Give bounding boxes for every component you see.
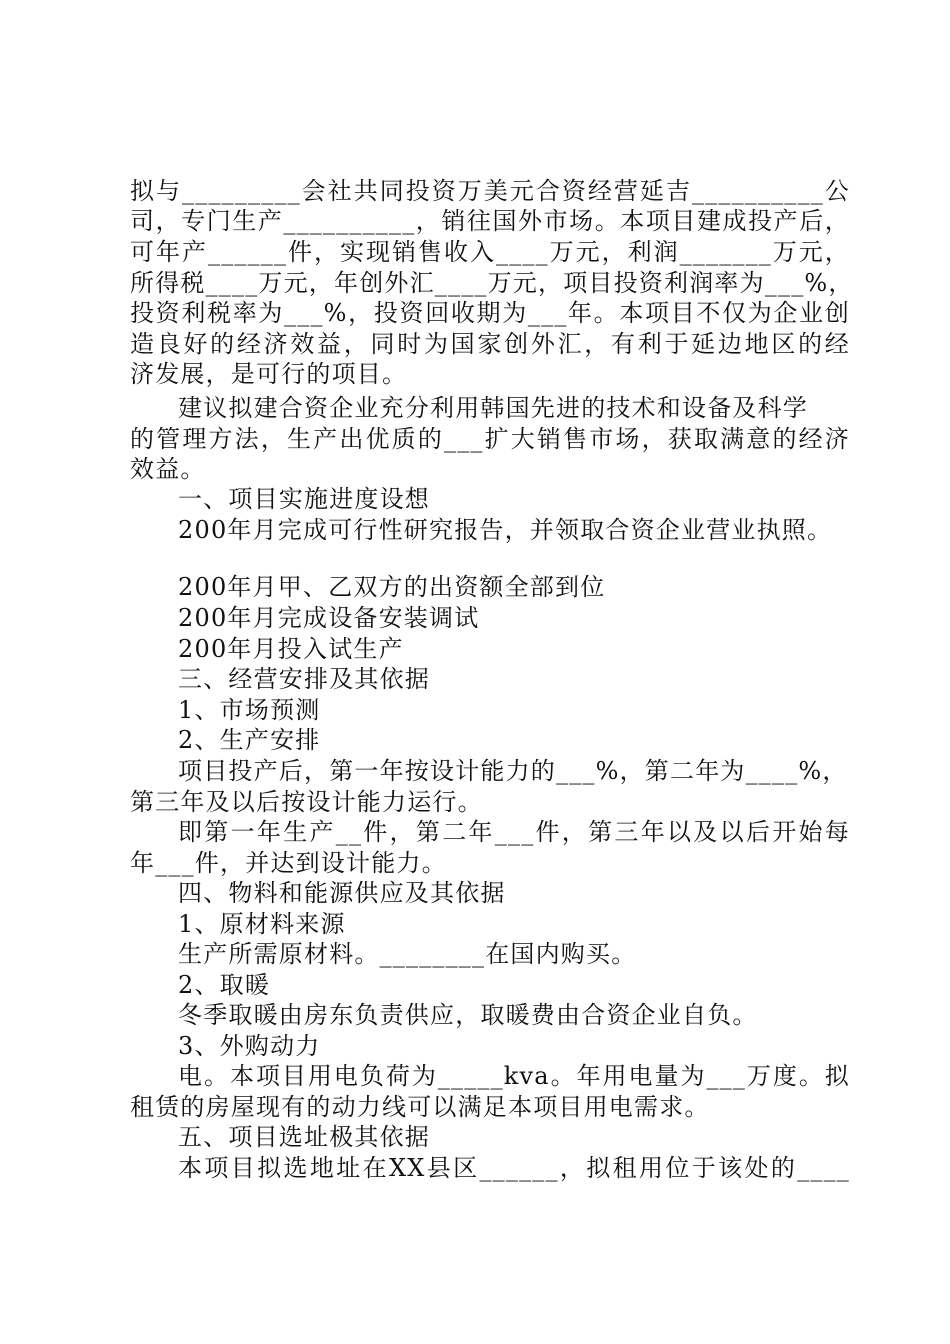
schedule-item-4: 200年月投入试生产: [178, 635, 404, 663]
body-line-7: 济发展，是可行的项目。: [130, 360, 408, 388]
body-line-9: 的管理方法，生产出优质的___扩大销售市场，获取满意的经济: [130, 425, 850, 453]
body-line-8: 建议拟建合资企业充分利用韩国先进的技术和设备及科学: [178, 394, 808, 422]
subheading-raw-materials: 1、原材料来源: [178, 910, 346, 938]
body-line-5: 投资利税率为___%，投资回收期为___年。本项目不仅为企业创: [130, 299, 850, 327]
schedule-item-3: 200年月完成设备安装调试: [178, 604, 480, 632]
body-line-16: 冬季取暖由房东负责供应，取暖费由合资企业自负。: [178, 1001, 758, 1029]
body-line-19: 本项目拟选地址在XX县区______，拟租用位于该处的____: [178, 1154, 850, 1182]
subheading-production-plan: 2、生产安排: [178, 726, 321, 754]
body-line-4: 所得税____万元，年创外汇____万元，项目投资利润率为___%，: [130, 269, 854, 297]
subheading-heating: 2、取暖: [178, 971, 271, 999]
body-line-18: 租赁的房屋现有的动力线可以满足本项目用电需求。: [130, 1093, 710, 1121]
body-line-1: 拟与_________会社共同投资万美元合资经营延吉__________公: [130, 177, 850, 205]
body-line-12: 第三年及以后按设计能力运行。: [130, 788, 483, 816]
body-line-3: 可年产______件，实现销售收入____万元，利润_______万元，: [130, 238, 850, 266]
section-heading-4: 四、物料和能源供应及其依据: [178, 879, 506, 907]
body-line-6: 造良好的经济效益，同时为国家创外汇，有利于延边地区的经: [130, 330, 850, 358]
schedule-item-2: 200年月甲、乙双方的出资额全部到位: [178, 573, 606, 601]
body-line-17: 电。本项目用电负荷为_____kva。年用电量为___万度。拟: [178, 1062, 850, 1090]
body-line-10: 效益。: [130, 455, 206, 483]
subheading-power: 3、外购动力: [178, 1032, 321, 1060]
schedule-item-1: 200年月完成可行性研究报告，并领取合资企业营业执照。: [178, 516, 833, 544]
body-line-2: 司，专门生产__________，销往国外市场。本项目建成投产后，: [130, 207, 850, 235]
subheading-market-forecast: 1、市场预测: [178, 696, 321, 724]
body-line-13: 即第一年生产__件，第二年___件，第三年以及以后开始每: [178, 818, 850, 846]
body-line-15: 生产所需原材料。________在国内购买。: [178, 940, 637, 968]
body-line-11: 项目投产后，第一年按设计能力的___%，第二年为____%，: [178, 757, 848, 785]
section-heading-1: 一、项目实施进度设想: [178, 485, 430, 513]
section-heading-5: 五、项目选址极其依据: [178, 1123, 430, 1151]
body-line-14: 年___件，并达到设计能力。: [130, 849, 447, 877]
section-heading-3: 三、经营安排及其依据: [178, 665, 430, 693]
